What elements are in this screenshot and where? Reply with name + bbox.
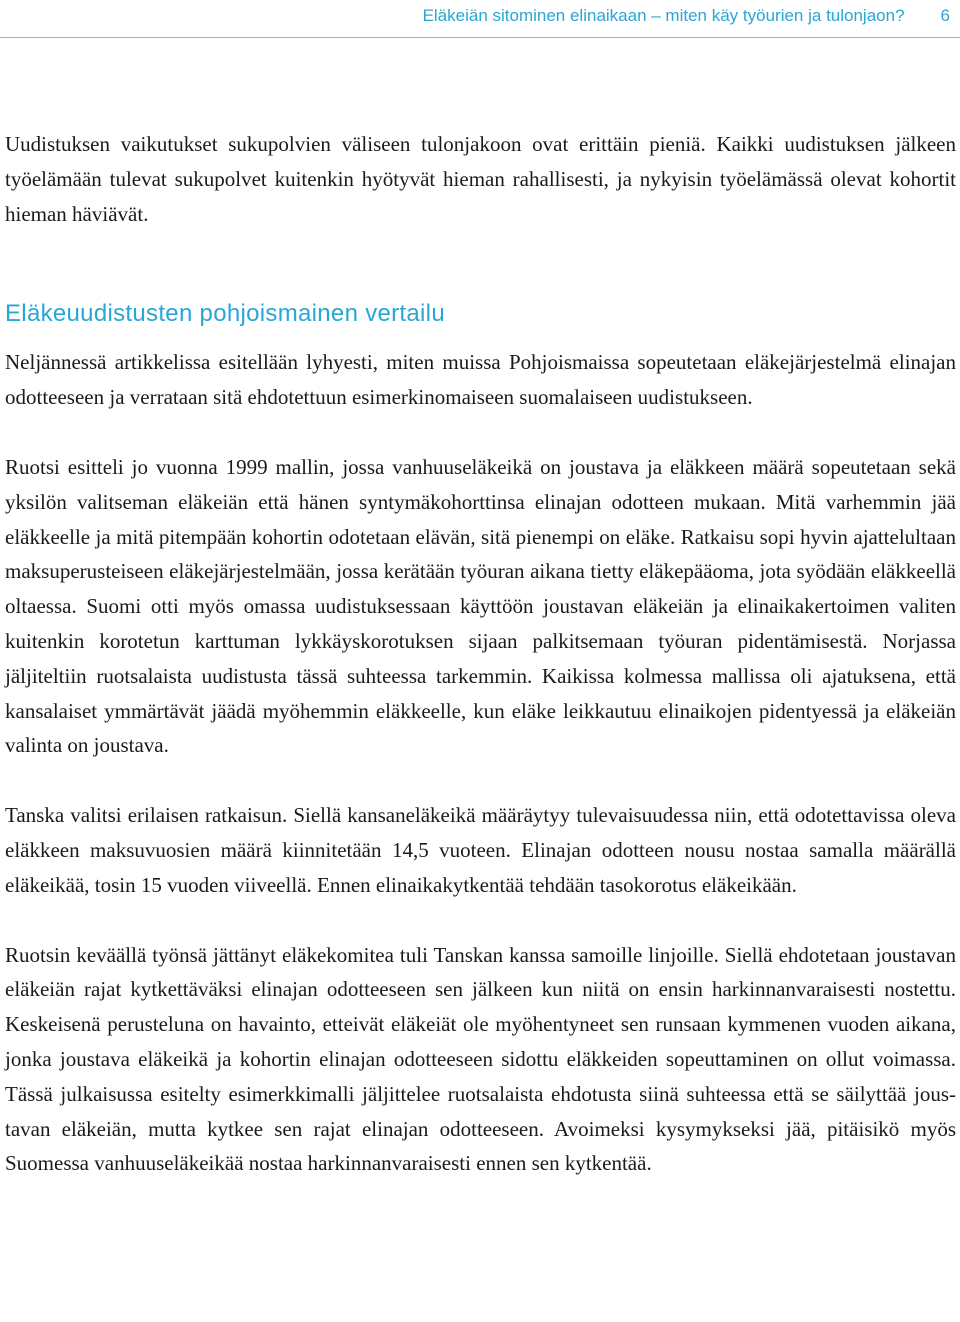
- intro-paragraph: Uudistuksen vaikutukset sukupolvien väliseen tulonjakoon ovat erittäin pieniä. Kaikki uudistuksen jälkeen työelämään tulevat sukupolvet kuitenkin hyötyvät hieman rahallisesti, ja nykyisin työelämässä olevat kohortit hieman häviävät.: [5, 132, 956, 226]
- running-header: [423, 6, 950, 26]
- section-heading: Eläkeuudistusten pohjoismainen vertailu: [5, 300, 445, 328]
- body-paragraph-1: Neljännessä artikkelissa esitellään lyhyesti, miten muissa Pohjoismaissa sopeutetaan eläkejärjestelmä elinajan odotteeseen ja verrataan sitä ehdotettuun esimerkinomaiseen suomalaiseen uudistukseen.: [5, 350, 956, 410]
- page-number: 6: [940, 6, 950, 25]
- running-header-title: Eläkeiän sitominen elinaikaan – miten käy työurien ja tulonjaon?: [422, 6, 905, 25]
- body-paragraph-2: Ruotsi esitteli jo vuonna 1999 mallin, jossa vanhuuseläkeikä on joustava ja eläkkeen määrä sopeutetaan sekä yksilön valitseman eläkeiän että hänen syntymäkohorttinsa elinajan odotteen mukaan. Mitä varhemmin jää eläkkeelle ja mitä pitempään kohortin odotetaan elävän, sitä pienempi on eläke. Ratkaisu sopi hyvin ajattelultaan maksuperusteiseen eläkejärjestelmään, jossa kerätään työuran aikana tietty eläkepääoma, jota syödään eläkkeellä oltaessa. Suomi otti myös omassa uudistuksessaan käyttöön joustavan eläkeiän ja elinaikakertoimen valiten kuitenkin korotetun karttuman lykkäyskorotuksen sijaan palkitsemaan työuran pidentämisestä. Norjassa jäljiteltiin ruotsalaista uudistusta tässä suhteessa tarkemmin. Kaikissa kolmessa mallissa oli ajatuksena, että kansalaiset ymmärtävät jäädä myöhemmin eläkkeelle, kun eläke leikkautuu elinaikojen pidentyessä ja eläkeiän valinta on joustava.: [5, 454, 956, 758]
- body-paragraph-3: Tanska valitsi erilaisen ratkaisun. Siellä kansaneläkeikä määräytyy tulevaisuudessa niin, että odotettavissa oleva eläkkeen maksuvuosien määrä kiinnitetään 14,5 vuoteen. Elinajan odotteen nousu nostaa samalla määrällä eläkeikää, tosin 15 vuoden viiveellä. Ennen elinaikakytkentää tehdään tasokorotus eläkeikään.: [5, 803, 956, 897]
- page-body: [5, 127, 956, 1181]
- body-paragraph-4: Ruotsin keväällä työnsä jättänyt eläkekomitea tuli Tanskan kanssa samoille linjoille. Siellä ehdotetaan joustavan eläkeiän rajat kytkettäväksi elinajan odotteeseen sen jälkeen kun niitä on ensin harkinnanvaraisesti nostettu. Keskeisenä perusteluna on havainto, etteivät eläkeiät ole myöhentyneet sen runsaan kymmenen vuoden aikana, jonka joustava eläkeikä ja kohortin elinajan odotteeseen sidottu eläkkeiden sopeuttaminen on ollut voimassa. Tässä julkaisussa esitelty esimerkkimalli jäljittelee ruotsalaista ehdotusta siinä suhteessa että se säilyttää joustavan eläkeiän, mutta kytkee sen rajat elinajan odotteeseen. Avoimeksi kysymykseksi jää, pitäisikö myös Suomessa vanhuuseläkeikää nostaa harkinnanvaraisesti ennen sen kytkentää.: [5, 942, 956, 1176]
- header-rule: [0, 37, 960, 38]
